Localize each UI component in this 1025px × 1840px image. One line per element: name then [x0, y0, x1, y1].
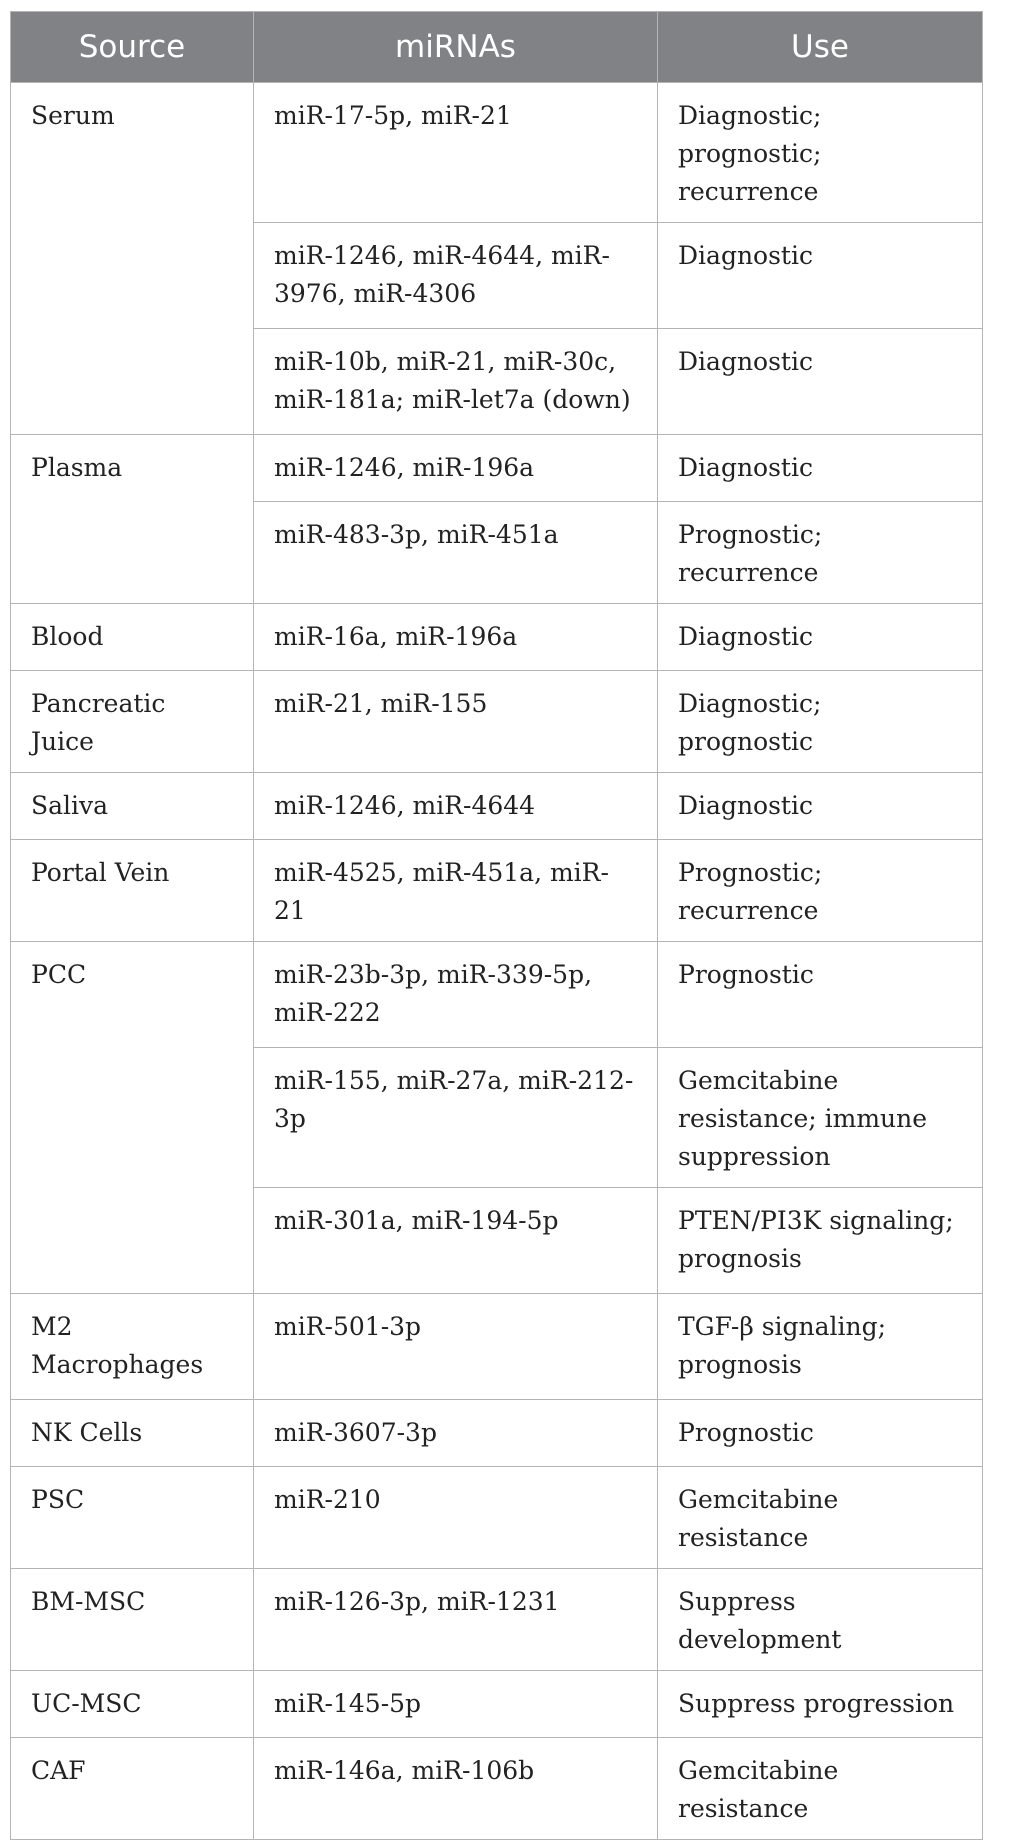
use-cell: Gemcitabine resistance: [658, 1738, 983, 1840]
use-cell: Diagnostic: [658, 435, 983, 502]
table-row: [11, 1467, 983, 1569]
table-row: [11, 83, 983, 223]
mirnas-cell: miR-146a, miR-106b: [254, 1738, 658, 1840]
source-cell: PCC: [11, 942, 254, 1294]
use-cell: Suppress development: [658, 1569, 983, 1671]
source-cell: CAF: [11, 1738, 254, 1840]
mirnas-cell: miR-483-3p, miR-451a: [254, 502, 658, 604]
mirnas-cell: miR-10b, miR-21, miR-30c, miR-181a; miR-let7a (down): [254, 329, 658, 435]
table-row: [11, 604, 983, 671]
use-cell: TGF-β signaling; prognosis: [658, 1294, 983, 1400]
source-cell: Saliva: [11, 773, 254, 840]
source-cell: Serum: [11, 83, 254, 435]
mirnas-cell: miR-301a, miR-194-5p: [254, 1188, 658, 1294]
header-mirnas: miRNAs: [254, 12, 658, 83]
use-cell: Diagnostic: [658, 604, 983, 671]
mirnas-cell: miR-4525, miR-451a, miR-21: [254, 840, 658, 942]
mirnas-cell: miR-501-3p: [254, 1294, 658, 1400]
use-cell: PTEN/PI3K signaling; prognosis: [658, 1188, 983, 1294]
mirnas-cell: miR-1246, miR-4644, miR-3976, miR-4306: [254, 223, 658, 329]
table-body: [11, 83, 983, 1840]
use-cell: Diagnostic: [658, 773, 983, 840]
header-use: Use: [658, 12, 983, 83]
source-cell: Pancreatic Juice: [11, 671, 254, 773]
mirnas-cell: miR-23b-3p, miR-339-5p, miR-222: [254, 942, 658, 1048]
use-cell: Diagnostic: [658, 223, 983, 329]
mirnas-cell: miR-21, miR-155: [254, 671, 658, 773]
mirnas-cell: miR-1246, miR-196a: [254, 435, 658, 502]
table-row: [11, 435, 983, 502]
use-cell: Diagnostic; prognostic: [658, 671, 983, 773]
source-cell: Portal Vein: [11, 840, 254, 942]
use-cell: Gemcitabine resistance: [658, 1467, 983, 1569]
use-cell: Prognostic; recurrence: [658, 840, 983, 942]
use-cell: Prognostic: [658, 942, 983, 1048]
source-cell: NK Cells: [11, 1400, 254, 1467]
mirnas-cell: miR-145-5p: [254, 1671, 658, 1738]
use-cell: Gemcitabine resistance; immune suppression: [658, 1048, 983, 1188]
source-cell: PSC: [11, 1467, 254, 1569]
table-row: [11, 840, 983, 942]
source-cell: UC-MSC: [11, 1671, 254, 1738]
table-row: [11, 773, 983, 840]
source-cell: BM-MSC: [11, 1569, 254, 1671]
mirnas-cell: miR-210: [254, 1467, 658, 1569]
mirna-table: [10, 11, 983, 1840]
source-cell: Plasma: [11, 435, 254, 604]
source-cell: Blood: [11, 604, 254, 671]
header-row: [11, 12, 983, 83]
mirnas-cell: miR-126-3p, miR-1231: [254, 1569, 658, 1671]
use-cell: Prognostic: [658, 1400, 983, 1467]
table-row: [11, 1671, 983, 1738]
table-row: [11, 671, 983, 773]
table-row: [11, 1569, 983, 1671]
use-cell: Diagnostic: [658, 329, 983, 435]
table-row: [11, 1738, 983, 1840]
use-cell: Suppress progression: [658, 1671, 983, 1738]
use-cell: Prognostic; recurrence: [658, 502, 983, 604]
table-row: [11, 1294, 983, 1400]
mirnas-cell: miR-1246, miR-4644: [254, 773, 658, 840]
mirnas-cell: miR-155, miR-27a, miR-212-3p: [254, 1048, 658, 1188]
table-row: [11, 942, 983, 1048]
mirnas-cell: miR-3607-3p: [254, 1400, 658, 1467]
use-cell: Diagnostic; prognostic; recurrence: [658, 83, 983, 223]
header-source: Source: [11, 12, 254, 83]
table-row: [11, 1400, 983, 1467]
mirnas-cell: miR-16a, miR-196a: [254, 604, 658, 671]
mirnas-cell: miR-17-5p, miR-21: [254, 83, 658, 223]
source-cell: M2 Macrophages: [11, 1294, 254, 1400]
